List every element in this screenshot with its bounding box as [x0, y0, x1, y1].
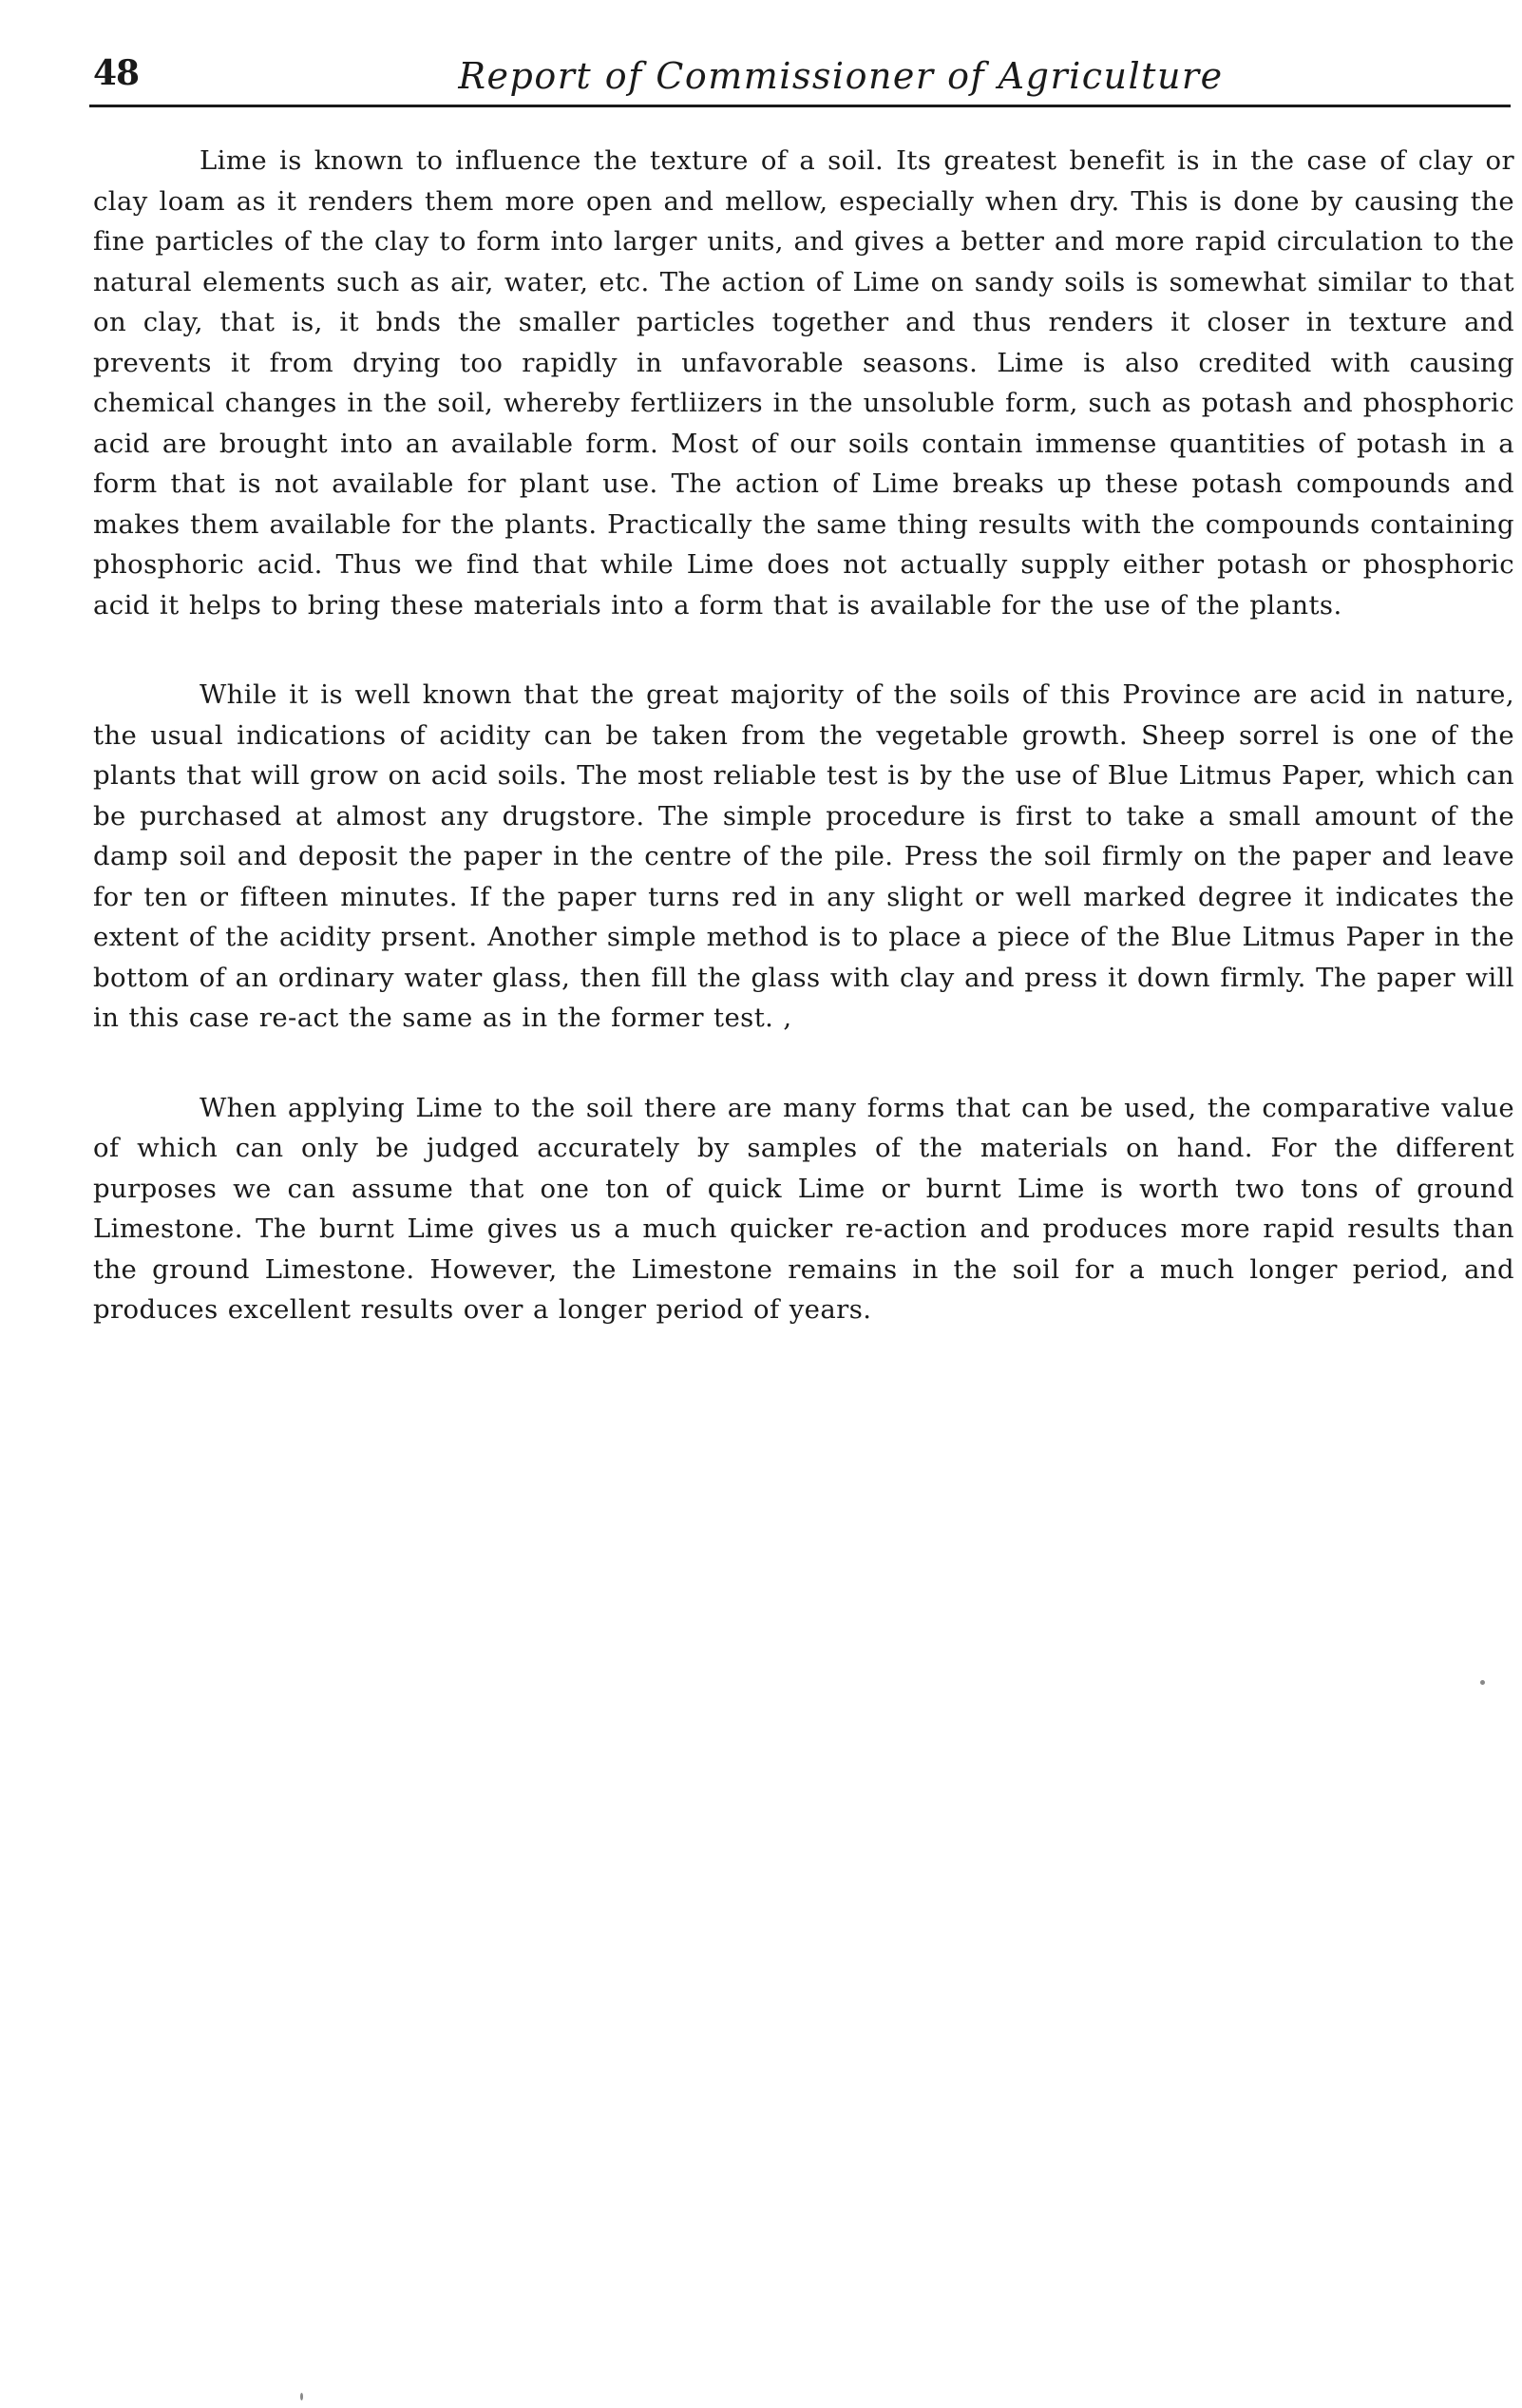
paragraph-lime-forms: When applying Lime to the soil there are many forms that can be used, the comparative value of which can only be judged accurately by samples of the materials on hand. For the different purposes we can assume that one ton of quick Lime or burnt Lime is worth two tons of ground Limestone. The burnt Lime gives us a much quicker re-action and produces more rapid results than the ground Limestone. However, the Limestone remains in the soil for a much longer period, and produces excellent results over a longer period of years.	[93, 1092, 1514, 1325]
page-number: 48	[93, 53, 140, 93]
paper-speck	[1480, 1680, 1485, 1685]
body-text	[93, 141, 1514, 1380]
paper-speck	[300, 2393, 303, 2400]
page-header	[86, 49, 1511, 106]
header-rule	[89, 105, 1511, 107]
running-title: Report of Commissioner of Agriculture	[458, 55, 1224, 97]
paragraph-lime-texture: Lime is known to influence the texture of a soil. Its greatest benefit is in the case of clay or clay loam as it renders them more open and mellow, especially when dry. This is done by causing the fine particles of the clay to form into larger units, and gives a better and more rapid circulation to the natural elements such as air, water, etc. The action of Lime on sandy soils is somewhat similar to that on clay, that is, it bnds the smaller particles together and thus renders it closer in texture and prevents it from drying too rapidly in unfavorable seasons. Lime is also credited with causing chemical changes in the soil, whereby fertliizers in the unsoluble form, such as potash and phosphoric acid are brought into an available form. Most of our soils contain immense quantities of potash in a form that is not available for plant use. The action of Lime breaks up these potash compounds and makes them available for the plants. Practically the same thing results with the compounds containing phosphoric acid. Thus we find that while Lime does not actually supply either potash or phosphoric acid it helps to bring these materials into a form that is available for the use of the plants.	[93, 145, 1514, 621]
paragraph-acidity-test: While it is well known that the great majority of the soils of this Province are acid in nature, the usual indications of acidity can be taken from the vegetable growth. Sheep sorrel is one of the plants that will grow on acid soils. The most reliable test is by the use of Blue Litmus Paper, which can be purchased at almost any drugstore. The simple procedure is first to take a small amount of the damp soil and deposit the paper in the centre of the pile. Press the soil firmly on the paper and leave for ten or fifteen minutes. If the paper turns red in any slight or well marked degree it indicates the extent of the acidity prsent. Another simple method is to place a piece of the Blue Litmus Paper in the bottom of an ordinary water glass, then fill the glass with clay and press it down firmly. The paper will in this case re-act the same as in the former test. ,	[93, 679, 1514, 1033]
